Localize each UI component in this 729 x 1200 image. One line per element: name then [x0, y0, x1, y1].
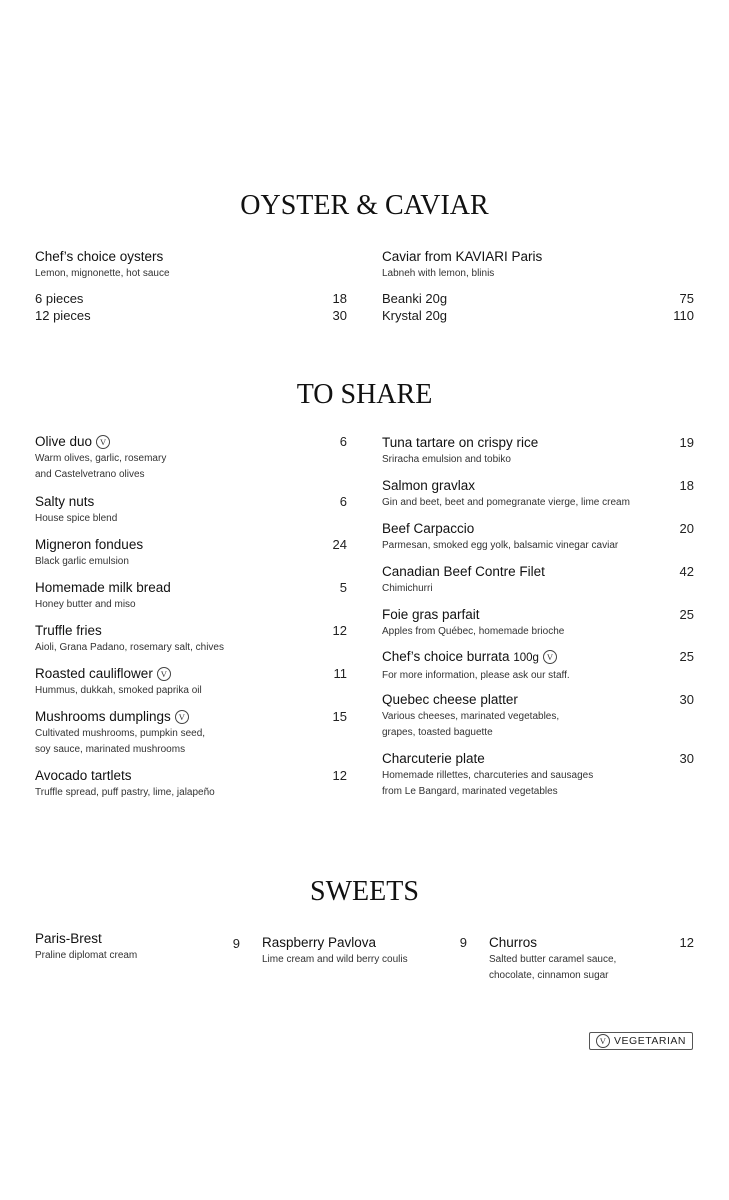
item-price: 12	[332, 768, 347, 783]
menu-item	[382, 750, 694, 800]
item-name: Truffle fries	[35, 623, 102, 638]
item-name: Raspberry Pavlova	[262, 935, 377, 950]
item-price: 6	[339, 434, 347, 449]
item-description: Chimichurri	[382, 583, 433, 594]
item-description: Lemon, mignonette, hot sauce	[35, 268, 170, 279]
item-description: Praline diplomat cream	[35, 950, 138, 961]
menu-item-oysters	[35, 248, 347, 282]
menu-item	[35, 433, 347, 483]
item-price: 20	[679, 521, 694, 536]
menu-item	[35, 536, 347, 570]
vegetarian-icon: V	[175, 710, 189, 724]
item-price: 25	[679, 607, 694, 622]
portion-label: 12 pieces	[35, 308, 91, 323]
item-description: Salted butter caramel sauce,	[489, 954, 617, 965]
item-price: 6	[339, 494, 347, 509]
portion-price: 30	[332, 308, 347, 323]
item-description: Apples from Québec, homemade brioche	[382, 626, 565, 637]
item-price: 15	[332, 709, 347, 724]
item-description: Various cheeses, marinated vegetables,	[382, 711, 560, 722]
item-name: Quebec cheese platter	[382, 692, 518, 707]
item-price: 19	[679, 435, 694, 450]
menu-item	[382, 606, 694, 640]
item-name: Churros	[489, 935, 538, 950]
menu-item	[382, 434, 694, 468]
item-name: Olive duo V	[35, 433, 347, 450]
item-price: 9	[459, 935, 467, 950]
item-name: Foie gras parfait	[382, 607, 480, 622]
item-description: Cultivated mushrooms, pumpkin seed,	[35, 728, 206, 739]
item-price: 30	[679, 751, 694, 766]
item-description: and Castelvetrano olives	[35, 469, 145, 480]
item-description: Labneh with lemon, blinis	[382, 268, 495, 279]
portion-price: 110	[673, 308, 694, 323]
item-price: 9	[232, 936, 240, 951]
item-name: Homemade milk bread	[35, 580, 171, 595]
item-description: Hummus, dukkah, smoked paprika oil	[35, 685, 202, 696]
item-price: 12	[332, 623, 347, 638]
item-name: Mushrooms dumplings V	[35, 708, 347, 725]
section-title-sweets: SWEETS	[310, 876, 419, 907]
item-name: Charcuterie plate	[382, 751, 485, 766]
item-description: soy sauce, marinated mushrooms	[35, 744, 186, 755]
menu-item	[382, 563, 694, 597]
portion-price: 18	[332, 291, 347, 306]
menu-item	[35, 767, 347, 801]
item-description: Parmesan, smoked egg yolk, balsamic vinegar caviar	[382, 540, 619, 551]
item-description: from Le Bangard, marinated vegetables	[382, 786, 558, 797]
item-price: 25	[679, 649, 694, 664]
vegetarian-icon: V	[596, 1034, 610, 1048]
item-price: 30	[679, 692, 694, 707]
menu-item	[489, 934, 694, 984]
menu-item	[382, 520, 694, 554]
menu-item	[35, 708, 347, 758]
item-description: grapes, toasted baguette	[382, 727, 493, 738]
section-title-oyster-caviar: OYSTER & CAVIAR	[240, 190, 489, 221]
portion-label: Beanki 20g	[382, 291, 448, 306]
item-description: Gin and beet, beet and pomegranate vierge, lime cream	[382, 497, 630, 508]
item-description: Honey butter and miso	[35, 599, 136, 610]
item-description: chocolate, cinnamon sugar	[489, 970, 609, 981]
item-name: Tuna tartare on crispy rice	[382, 435, 539, 450]
item-name: Canadian Beef Contre Filet	[382, 564, 545, 579]
section-title-to-share: TO SHARE	[296, 379, 433, 410]
item-price: 24	[332, 537, 347, 552]
menu-item	[35, 930, 240, 964]
portion-price: 75	[679, 291, 694, 306]
item-description: For more information, please ask our staff.	[382, 670, 570, 681]
item-name: Salmon gravlax	[382, 478, 476, 493]
item-price: 5	[339, 580, 347, 595]
item-name: Migneron fondues	[35, 537, 144, 552]
item-description: Truffle spread, puff pastry, lime, jalapeño	[35, 787, 215, 798]
menu-item	[382, 691, 694, 741]
vegetarian-legend	[589, 1032, 693, 1050]
item-price: 18	[679, 478, 694, 493]
menu-item-caviar	[382, 248, 694, 282]
item-description: House spice blend	[35, 513, 118, 524]
item-description: Aioli, Grana Padano, rosemary salt, chives	[35, 642, 224, 653]
menu-item	[262, 934, 467, 968]
item-name: Avocado tartlets	[35, 768, 132, 783]
item-name: Paris-Brest	[35, 931, 102, 946]
vegetarian-icon: V	[543, 650, 557, 664]
menu-item	[382, 648, 694, 684]
menu-item	[35, 622, 347, 656]
item-description: Homemade rillettes, charcuteries and sausages	[382, 770, 594, 781]
item-description: Warm olives, garlic, rosemary	[35, 453, 167, 464]
menu-item	[35, 665, 347, 699]
menu-item	[382, 477, 694, 511]
item-name: Chef’s choice oysters	[35, 249, 164, 264]
item-name: Roasted cauliflower V	[35, 665, 347, 682]
item-name: Caviar from KAVIARI Paris	[382, 249, 543, 264]
item-name: Chef’s choice burrata 100g V	[382, 648, 694, 667]
item-name: Salty nuts	[35, 494, 95, 509]
menu-item	[35, 579, 347, 613]
item-description: Lime cream and wild berry coulis	[262, 954, 408, 965]
item-name: Beef Carpaccio	[382, 521, 475, 536]
item-price: 12	[679, 935, 694, 950]
menu-item	[35, 493, 347, 527]
item-price: 42	[679, 564, 694, 579]
item-description: Black garlic emulsion	[35, 556, 129, 567]
item-price: 11	[333, 666, 347, 681]
portion-label: Krystal 20g	[382, 308, 448, 323]
portion-label: 6 pieces	[35, 291, 84, 306]
vegetarian-icon: V	[96, 435, 110, 449]
item-description: Sriracha emulsion and tobiko	[382, 454, 511, 465]
legend-label: VEGETARIAN	[614, 1035, 686, 1047]
vegetarian-icon: V	[157, 667, 171, 681]
